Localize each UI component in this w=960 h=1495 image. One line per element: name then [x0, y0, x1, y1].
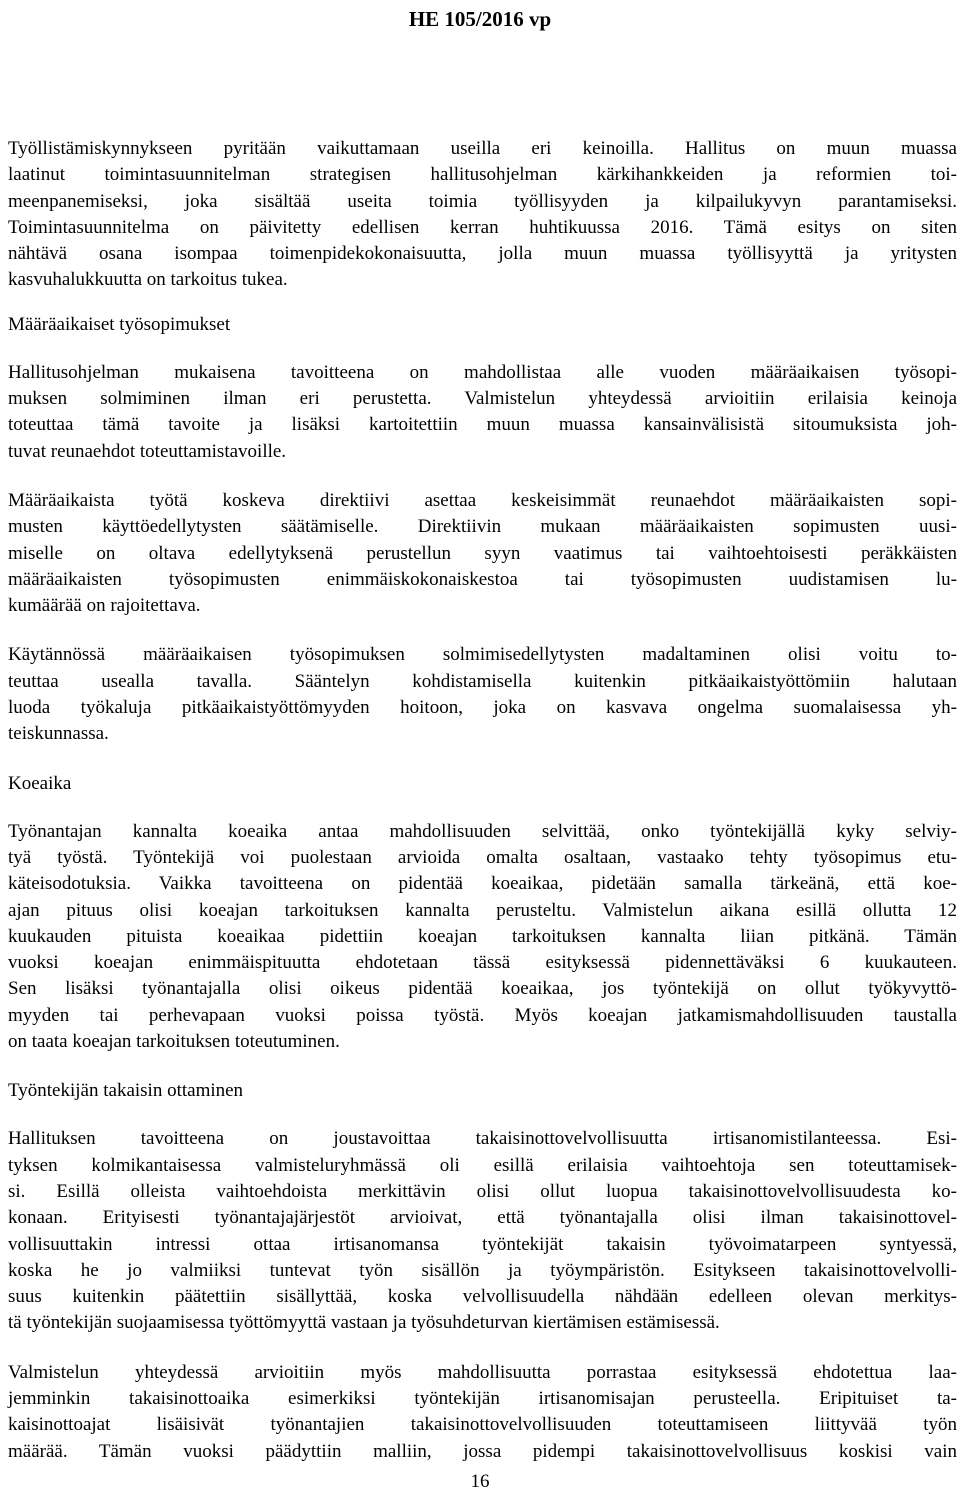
section-heading: Määräaikaiset työsopimukset — [8, 313, 231, 335]
paragraph — [8, 488, 957, 619]
text-line: kaisinottoajat lisäisivät työnantajien takaisinottovelvollisuuden toteuttamiseen liittyvää työn — [8, 1414, 957, 1436]
section-heading: Työntekijän takaisin ottaminen — [8, 1080, 244, 1102]
text-line: määräaikaisten työsopimusten enimmäiskokonaiskestoa tai työsopimusten uudistamisen lu- — [8, 568, 957, 590]
text-line: koska he jo valmiiksi tuntevat työn sisällön ja työympäristön. Esitykseen takaisinottovelvolli- — [8, 1259, 957, 1281]
paragraph — [8, 136, 957, 294]
text-line: Hallitusohjelman mukaisena tavoitteena on mahdollistaa alle vuoden määräaikaisen työsopi- — [8, 361, 957, 383]
text-line: nähtävä osana isompaa toimenpidekokonaisuutta, jolla muun muassa työllisyyttä ja yritysten — [8, 243, 957, 265]
text-line: kuukauden pituista koeaikaa pidettiin koeajan tarkoituksen kannalta liian pitkänä. Tämän — [8, 925, 957, 947]
text-line: teuttaa usealla tavalla. Sääntelyn kohdistamisella kuitenkin pitkäaikaistyöttömiin halutaan — [8, 670, 957, 692]
text-line: Toimintasuunnitelma on päivitetty edellisen kerran huhtikuussa 2016. Tämä esitys on siten — [8, 216, 957, 238]
document-body — [8, 136, 957, 1488]
text-line: miselle on oltava edellytyksenä perustellun syyn vaatimus tai vaihtoehtoisesti peräkkäisten — [8, 542, 957, 564]
text-line: Käytännössä määräaikaisen työsopimuksen solmimisedellytysten madaltaminen olisi voitu to- — [8, 644, 957, 666]
text-line: jemminkin takaisinottoaika esimerkiksi työntekijän irtisanomisajan perusteella. Eripituiset ta- — [8, 1387, 957, 1409]
text-line: kasvuhalukkuutta on tarkoitus tukea. — [8, 269, 288, 291]
text-line: tuvat reunaehdot toteuttamistavoille. — [8, 440, 287, 462]
text-line: konaan. Erityisesti työnantajajärjestöt arvioivat, että työnantajalla olisi ilman takaisinottovel- — [8, 1207, 957, 1229]
text-line: teiskunnassa. — [8, 723, 109, 745]
text-line: laatinut toimintasuunnitelman strategisen hallitusohjelman kärkihankkeiden ja reformien toi- — [8, 164, 957, 186]
text-line: käteisodotuksia. Vaikka tavoitteena on pidentää koeaikaa, pidetään samalla tärkeänä, että koe- — [8, 873, 957, 895]
text-line: suus kuitenkin päätettiin sisällyttää, koska velvollisuudella nähdään edelleen olevan merkitys- — [8, 1286, 957, 1308]
text-line: myyden tai perhevapaan vuoksi poissa työstä. Myös koeajan jatkamismahdollisuuden taustalla — [8, 1004, 957, 1026]
paragraph — [8, 1360, 957, 1465]
text-line: si. Esillä olleista vaihtoehdoista merkittävin olisi ollut luopua takaisinottovelvollisuudesta ko- — [8, 1180, 957, 1202]
paragraph — [8, 1126, 957, 1336]
text-line: Määräaikaista työtä koskeva direktiivi asettaa keskeisimmät reunaehdot määräaikaisten sopi- — [8, 489, 957, 511]
text-line: ajan pituus olisi koeajan tarkoituksen kannalta perusteltu. Valmistelun aikana esillä ollutta 12 — [8, 899, 957, 921]
text-line: meenpanemiseksi, joka sisältää useita toimia työllisyyden ja kilpailukyvyn parantamiseksi. — [8, 190, 957, 212]
text-line: tyksen kolmikantaisessa valmisteluryhmässä oli esillä erilaisia vaihtoehtoja sen toteuttamisek- — [8, 1154, 957, 1176]
text-line: vollisuuttakin intressi ottaa irtisanomansa työntekijät takaisin työvoimatarpeen syntyessä, — [8, 1233, 957, 1255]
text-line: toteuttaa tämä tavoite ja lisäksi kartoitettiin muun muassa kansainvälisistä sitoumuksista joh- — [8, 414, 957, 436]
text-line: muksen solmiminen ilman eri perustetta. Valmistelun yhteydessä arvioitiin erilaisia keinoja — [8, 388, 957, 410]
paragraph — [8, 819, 957, 1056]
page-number: 16 — [470, 1471, 490, 1492]
paragraph — [8, 642, 957, 747]
text-line: tä työntekijän suojaamisessa työttömyyttä vastaan ja työsuhdeturvan kiertämisen estämisessä. — [8, 1312, 720, 1334]
text-line: määrää. Tämän vuoksi päädyttiin malliin, jossa pidempi takaisinottovelvollisuus koskisi vain — [8, 1440, 957, 1462]
section-heading: Koeaika — [8, 772, 72, 794]
text-line: Työllistämiskynnykseen pyritään vaikuttamaan useilla eri keinoilla. Hallitus on muun muassa — [8, 138, 957, 159]
text-line: Sen lisäksi työnantajalla olisi oikeus pidentää koeaikaa, jos työntekijä on ollut työkyvyttö- — [8, 978, 957, 1000]
text-line: kumäärää on rajoitettava. — [8, 595, 201, 617]
text-line: on taata koeajan tarkoituksen toteutuminen. — [8, 1031, 340, 1053]
text-line: Työnantajan kannalta koeaika antaa mahdollisuuden selvittää, onko työntekijällä kyky selviy- — [8, 820, 957, 842]
paragraph — [8, 360, 957, 465]
text-line: Valmistelun yhteydessä arvioitiin myös mahdollisuutta porrastaa esityksessä ehdotettua laa- — [8, 1361, 957, 1383]
text-line: Hallituksen tavoitteena on joustavoittaa takaisinottovelvollisuutta irtisanomistilanteessa. Esi- — [8, 1128, 957, 1150]
document-header: HE 105/2016 vp — [408, 7, 552, 31]
text-line: musten käyttöedellytysten säätämiselle. Direktiivin mukaan määräaikaisten sopimusten uusi- — [8, 516, 957, 538]
text-line: vuoksi koeajan enimmäispituutta ehdotetaan tässä esityksessä pidennettäväksi 6 kuukauteen. — [8, 952, 957, 974]
text-line: luoda työkaluja pitkäaikaistyöttömyyden hoitoon, joka on kasvava ongelma suomalaisessa yh- — [8, 697, 957, 719]
text-line: tyä työstä. Työntekijä voi puolestaan arvioida omalta osaltaan, vastaako tehty työsopimus etu- — [8, 846, 957, 868]
